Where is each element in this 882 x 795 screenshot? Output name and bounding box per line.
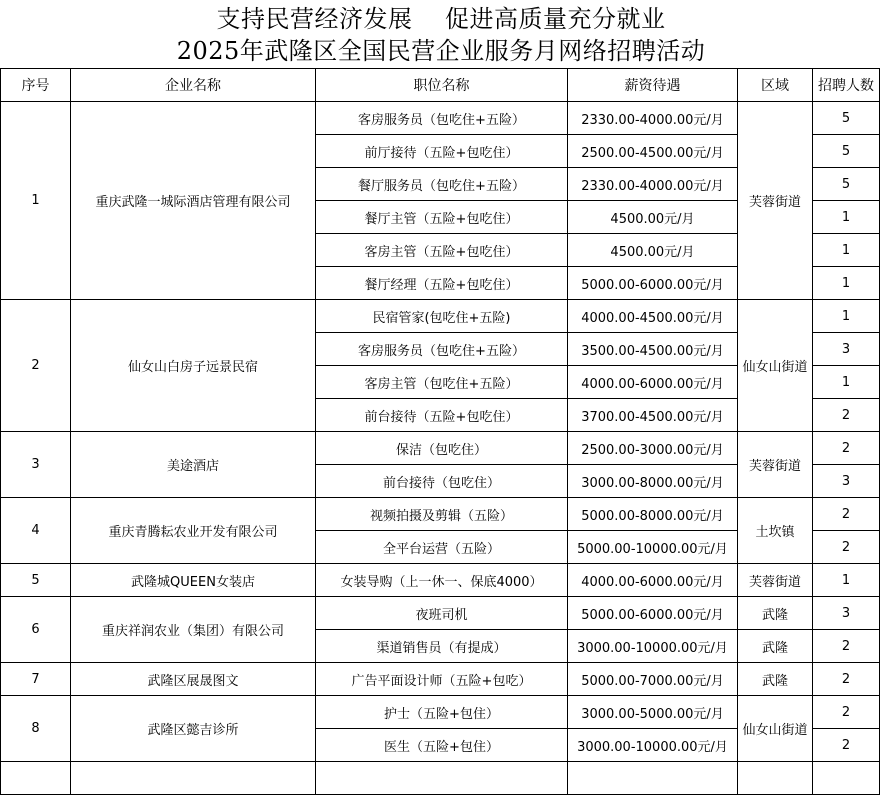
cell-salary: 4000.00-4500.00元/月 — [568, 300, 738, 333]
cell-no: 8 — [1, 696, 71, 762]
cell-count: 1 — [813, 201, 880, 234]
cell-count: 1 — [813, 564, 880, 597]
cell-count: 2 — [813, 399, 880, 432]
header-company: 企业名称 — [71, 69, 316, 102]
cell-count: 5 — [813, 135, 880, 168]
cell-salary: 3500.00-4500.00元/月 — [568, 333, 738, 366]
cut-cell — [813, 762, 880, 795]
cell-job: 前台接待（五险+包吃住） — [316, 399, 568, 432]
cell-job: 餐厅经理（五险+包吃住） — [316, 267, 568, 300]
cell-count: 1 — [813, 234, 880, 267]
cell-job: 全平台运营（五险） — [316, 531, 568, 564]
cell-salary: 5000.00-7000.00元/月 — [568, 663, 738, 696]
cell-salary: 2330.00-4000.00元/月 — [568, 168, 738, 201]
cell-region: 武隆 — [738, 663, 813, 696]
header-region: 区域 — [738, 69, 813, 102]
cell-count: 2 — [813, 729, 880, 762]
cut-cell — [568, 762, 738, 795]
cell-count: 3 — [813, 597, 880, 630]
cell-job: 渠道销售员（有提成） — [316, 630, 568, 663]
cut-cell — [71, 762, 316, 795]
cut-cell — [738, 762, 813, 795]
cell-job: 广告平面设计师（五险+包吃） — [316, 663, 568, 696]
cell-salary: 4000.00-6000.00元/月 — [568, 366, 738, 399]
cell-job: 餐厅服务员（包吃住+五险） — [316, 168, 568, 201]
cell-no: 2 — [1, 300, 71, 432]
header-no: 序号 — [1, 69, 71, 102]
cell-count: 2 — [813, 531, 880, 564]
recruitment-table — [0, 68, 880, 795]
header-job: 职位名称 — [316, 69, 568, 102]
cell-job: 保洁（包吃住） — [316, 432, 568, 465]
cell-salary: 3000.00-5000.00元/月 — [568, 696, 738, 729]
cell-region: 芙蓉街道 — [738, 564, 813, 597]
cell-region: 武隆 — [738, 630, 813, 663]
cell-no: 6 — [1, 597, 71, 663]
cell-count: 2 — [813, 630, 880, 663]
cell-company: 武隆城QUEEN女装店 — [71, 564, 316, 597]
cell-salary: 3000.00-10000.00元/月 — [568, 630, 738, 663]
table-row — [1, 663, 880, 696]
cell-count: 1 — [813, 366, 880, 399]
cell-job: 夜班司机 — [316, 597, 568, 630]
cell-salary: 2500.00-4500.00元/月 — [568, 135, 738, 168]
cell-salary: 2500.00-3000.00元/月 — [568, 432, 738, 465]
cell-region: 武隆 — [738, 597, 813, 630]
cell-salary: 3700.00-4500.00元/月 — [568, 399, 738, 432]
cell-job: 女装导购（上一休一、保底4000） — [316, 564, 568, 597]
cell-company: 美途酒店 — [71, 432, 316, 498]
cell-salary: 2330.00-4000.00元/月 — [568, 102, 738, 135]
table-row — [1, 696, 880, 729]
header-row — [1, 69, 880, 102]
table-row — [1, 300, 880, 333]
cell-job: 客房主管（五险+包吃住） — [316, 234, 568, 267]
cell-company: 重庆武隆一城际酒店管理有限公司 — [71, 102, 316, 300]
cell-region: 芙蓉街道 — [738, 432, 813, 498]
cell-job: 前厅接待（五险+包吃住） — [316, 135, 568, 168]
cell-no: 3 — [1, 432, 71, 498]
cell-company: 武隆区展晟图文 — [71, 663, 316, 696]
cell-company: 重庆祥润农业（集团）有限公司 — [71, 597, 316, 663]
title-line-1: 支持民营经济发展 促进高质量充分就业 — [216, 5, 666, 33]
cell-salary: 5000.00-6000.00元/月 — [568, 267, 738, 300]
cell-salary: 4500.00元/月 — [568, 201, 738, 234]
cell-company: 重庆青腾耘农业开发有限公司 — [71, 498, 316, 564]
cell-count: 5 — [813, 102, 880, 135]
cell-job: 前台接待（包吃住） — [316, 465, 568, 498]
cell-no: 5 — [1, 564, 71, 597]
table-row — [1, 498, 880, 531]
cell-count: 2 — [813, 432, 880, 465]
cell-job: 餐厅主管（五险+包吃住） — [316, 201, 568, 234]
cell-company: 武隆区懿吉诊所 — [71, 696, 316, 762]
cell-job: 客房服务员（包吃住+五险） — [316, 333, 568, 366]
cell-region: 芙蓉街道 — [738, 102, 813, 300]
table-row — [1, 102, 880, 135]
cell-no: 4 — [1, 498, 71, 564]
cell-count: 2 — [813, 498, 880, 531]
cell-salary: 5000.00-6000.00元/月 — [568, 597, 738, 630]
cell-salary: 3000.00-8000.00元/月 — [568, 465, 738, 498]
cut-cell — [1, 762, 71, 795]
header-count: 招聘人数 — [813, 69, 880, 102]
cell-salary: 5000.00-8000.00元/月 — [568, 498, 738, 531]
cut-cell — [316, 762, 568, 795]
cell-job: 民宿管家(包吃住+五险) — [316, 300, 568, 333]
cell-company: 仙女山白房子远景民宿 — [71, 300, 316, 432]
cell-job: 护士（五险+包住） — [316, 696, 568, 729]
cell-count: 1 — [813, 267, 880, 300]
cell-job: 视频拍摄及剪辑（五险） — [316, 498, 568, 531]
cell-count: 3 — [813, 333, 880, 366]
cell-no: 7 — [1, 663, 71, 696]
cell-job: 客房主管（包吃住+五险） — [316, 366, 568, 399]
cell-count: 1 — [813, 300, 880, 333]
cell-count: 2 — [813, 663, 880, 696]
cell-salary: 3000.00-10000.00元/月 — [568, 729, 738, 762]
title-line-2: 2025年武隆区全国民营企业服务月网络招聘活动 — [176, 37, 706, 65]
table-row — [1, 432, 880, 465]
cell-no: 1 — [1, 102, 71, 300]
table-row — [1, 564, 880, 597]
cell-salary: 5000.00-10000.00元/月 — [568, 531, 738, 564]
header-salary: 薪资待遇 — [568, 69, 738, 102]
cell-region: 土坎镇 — [738, 498, 813, 564]
cell-count: 2 — [813, 696, 880, 729]
page-title — [0, 0, 882, 70]
cell-job: 客房服务员（包吃住+五险） — [316, 102, 568, 135]
cell-salary: 4500.00元/月 — [568, 234, 738, 267]
cell-region: 仙女山街道 — [738, 696, 813, 762]
cell-job: 医生（五险+包住） — [316, 729, 568, 762]
cell-count: 3 — [813, 465, 880, 498]
cell-salary: 4000.00-6000.00元/月 — [568, 564, 738, 597]
cell-region: 仙女山街道 — [738, 300, 813, 432]
cell-count: 5 — [813, 168, 880, 201]
table-row-cut — [1, 762, 880, 795]
table-row — [1, 597, 880, 630]
